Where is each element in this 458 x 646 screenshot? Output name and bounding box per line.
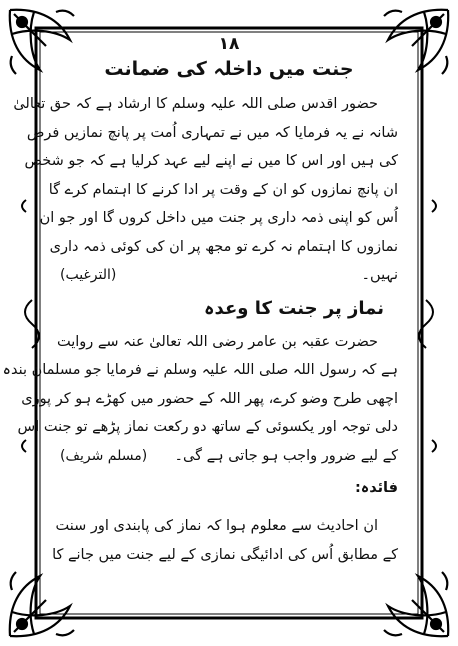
text-line: حضور اقدس صلی اللہ علیہ وسلم کا ارشاد ہے کہ حق تعالیٰ <box>13 96 378 112</box>
text-line: نمازوں کا اہتمام نہ کرے تو مجھ پر ان کی کوئی ذمہ داری <box>49 238 398 255</box>
section2-body <box>2 328 398 471</box>
section1-body <box>13 90 398 290</box>
text-fragment: کے لیے ضرور واجب ہو جاتی ہے گی۔ <box>174 447 398 464</box>
text-line: کے مطابق اُس کی ادائیگی نمازی کے لیے جنت میں جانے کا <box>52 546 398 563</box>
corner-ornament-bottom-left <box>10 572 74 636</box>
note-body <box>52 512 398 569</box>
note-label: فائدہ: <box>354 480 398 496</box>
corner-ornament-bottom-right <box>384 572 448 636</box>
section-heading-namaz-promise: نماز پر جنت کا وعدہ <box>204 297 384 319</box>
text-line: دلی توجہ اور یکسوئی کے ساتھ دو رکعت نماز پڑھے تو جنت اس <box>17 419 398 435</box>
page-content <box>2 34 398 569</box>
text-line: ان پانچ نمازوں کو ان کے وقت پر ادا کرنے کا اہتمام کرے گا <box>48 181 398 198</box>
text-fragment: نہیں۔ <box>361 267 398 283</box>
reference-citation: (مسلم شریف) <box>60 447 148 464</box>
section-heading-jannat-guarantee: جنت میں داخلہ کی ضمانت <box>104 58 354 80</box>
text-line: اُس کو اپنی ذمہ داری پر جنت میں داخل کروں گا اور جو ان <box>39 210 398 226</box>
reference-citation: (الترغیب) <box>60 267 117 283</box>
text-line: اچھی طرح وضو کرے، پھر اللہ کے حضور میں کھڑے ہو کر پوری <box>21 390 398 407</box>
text-line: شانہ نے یہ فرمایا کہ میں نے تمہاری اُمت پر پانچ نمازیں فرض <box>26 124 398 141</box>
text-line: ہے کہ رسول اللہ صلی اللہ علیہ وسلم نے فرمایا جو مسلمان بندہ <box>2 362 398 378</box>
text-line: کی ہیں اور اس کا میں نے اپنے لیے عہد کرلیا ہے کہ جو شخص <box>24 153 398 169</box>
text-line: حضرت عقبہ بن عامر رضی اللہ تعالیٰ عنہ سے روایت <box>56 333 378 350</box>
text-line-last <box>60 261 398 290</box>
page-number: ۱۸ <box>218 34 240 54</box>
text-line-last <box>60 442 398 471</box>
text-line: ان احادیث سے معلوم ہوا کہ نماز کی پابندی اور سنت <box>55 518 378 534</box>
